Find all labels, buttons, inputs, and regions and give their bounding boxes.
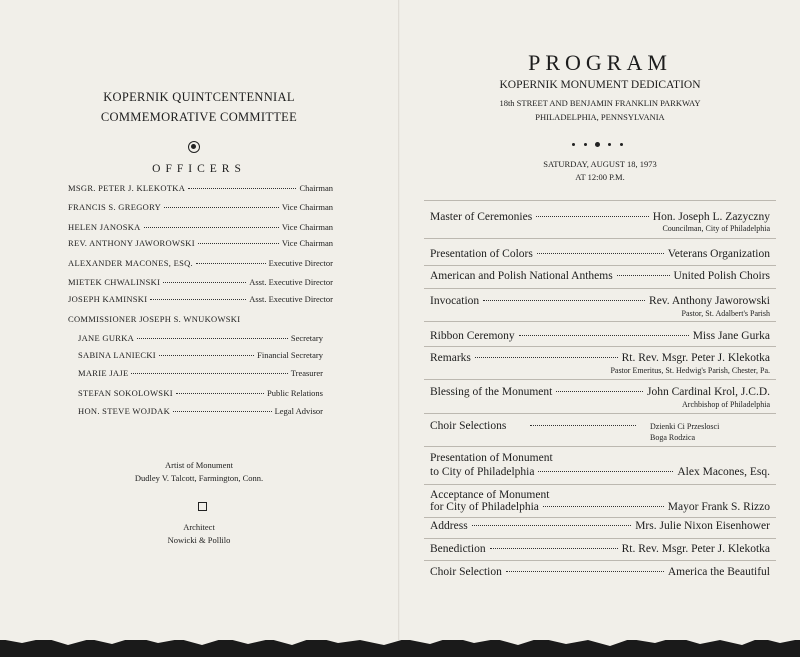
event-city: PHILADELPHIA, PENNSYLVANIA: [535, 112, 665, 122]
choir-titles: [650, 421, 719, 443]
divider: [424, 413, 776, 414]
officer-name: MIETEK CHWALINSKI: [68, 277, 161, 287]
center-fold: [398, 0, 400, 640]
divider: [424, 484, 776, 485]
officer-name: ALEXANDER MACONES, ESQ.: [68, 258, 193, 268]
committee-title-line2: COMMEMORATIVE COMMITTEE: [100, 110, 298, 124]
program-item-value: Rt. Rev. Msgr. Peter J. Klekotka: [621, 352, 770, 364]
choir-title: Dzienki Ci Przeslosci: [650, 422, 720, 431]
program-title: PROGRAM: [528, 50, 672, 75]
program-item-label: Presentation of Monument: [430, 452, 553, 464]
program-item-label: Master of Ceremonies: [430, 211, 533, 223]
officer-row: [68, 183, 333, 199]
officer-title: Asst. Executive Director: [249, 294, 333, 304]
divider: [424, 379, 776, 380]
officer-row: [68, 202, 333, 218]
staff-name: HON. STEVE WOJDAK: [78, 406, 171, 416]
staff-row: [78, 388, 323, 404]
divider: [424, 560, 776, 561]
officer-row: [68, 238, 333, 254]
artist-label: Artist of Monument: [165, 460, 233, 470]
program-item-value: America the Beautiful: [667, 566, 770, 578]
commissioner-name: COMMISSIONER JOSEPH S. WNUKOWSKI: [68, 314, 241, 324]
program-item: [430, 420, 640, 432]
divider: [424, 538, 776, 539]
divider: [424, 517, 776, 518]
divider: [424, 288, 776, 289]
program-item: [430, 566, 770, 578]
committee-title-line1: KOPERNIK QUINTCENTENNIAL: [103, 90, 295, 104]
program-item-label: Acceptance of Monument: [430, 489, 550, 501]
program-item: [430, 386, 770, 398]
program-item-label: Ribbon Ceremony: [430, 330, 515, 342]
staff-row: [78, 406, 323, 422]
staff-title: Financial Secretary: [257, 350, 323, 360]
program-item: [430, 270, 770, 282]
program-item-label: Invocation: [430, 295, 480, 307]
architect-label: Architect: [183, 522, 215, 532]
officer-title: Vice Chairman: [281, 238, 333, 248]
artist-name: Dudley V. Talcott, Farmington, Conn.: [134, 473, 264, 483]
staff-row: [78, 368, 323, 384]
program-item-label: to City of Philadelphia: [430, 466, 535, 478]
program-item: [430, 211, 770, 223]
program-item-value: Alex Macones, Esq.: [677, 466, 770, 478]
program-item-label: Benediction: [430, 543, 486, 555]
officer-name: HELEN JANOSKA: [68, 222, 141, 232]
staff-row: [78, 350, 323, 366]
divider: [424, 200, 776, 201]
officer-row: [68, 277, 333, 293]
staff-name: SABINA LANIECKI: [78, 350, 156, 360]
program-item-label: Presentation of Colors: [430, 248, 533, 260]
officer-name: REV. ANTHONY JAWOROWSKI: [68, 238, 195, 248]
program-item-value: Rev. Anthony Jaworowski: [649, 295, 770, 307]
torn-paper-edge: [0, 627, 800, 657]
program-item-value: Mrs. Julie Nixon Eisenhower: [635, 520, 770, 532]
event-time: AT 12:00 P.M.: [575, 172, 625, 182]
program-item-subtitle: Archbishop of Philadelphia: [682, 400, 770, 409]
program-item-subtitle: Pastor, St. Adalbert's Parish: [681, 309, 770, 318]
program-item-value: Rt. Rev. Msgr. Peter J. Klekotka: [621, 543, 770, 555]
officer-name: MSGR. PETER J. KLEKOTKA: [68, 183, 186, 193]
program-item: [430, 520, 770, 532]
bullseye-ornament-icon: [188, 141, 200, 153]
divider: [424, 446, 776, 447]
officer-title: Vice Chairman: [281, 202, 333, 212]
program-item: [430, 501, 770, 513]
program-item: [430, 330, 770, 342]
officer-row: [68, 258, 333, 274]
divider: [424, 265, 776, 266]
architect-name: Nowicki & Pollilo: [167, 535, 231, 545]
program-item-value: United Polish Choirs: [673, 270, 770, 282]
staff-row: [78, 333, 323, 349]
program-item-subtitle: Councilman, City of Philadelphia: [662, 224, 770, 233]
officer-title: Executive Director: [268, 258, 333, 268]
program-item: [430, 543, 770, 555]
program-item-value: Miss Jane Gurka: [692, 330, 770, 342]
program-item: [430, 466, 770, 478]
choir-title: Boga Rodzica: [650, 433, 696, 442]
program-item-label: for City of Philadelphia: [430, 501, 539, 513]
divider: [424, 346, 776, 347]
event-title: KOPERNIK MONUMENT DEDICATION: [499, 79, 701, 91]
program-item: [430, 352, 770, 364]
officer-title: Asst. Executive Director: [249, 277, 333, 287]
staff-title: Secretary: [290, 333, 323, 343]
officer-row: [68, 222, 333, 238]
program-item-value: Hon. Joseph L. Zazyczny: [652, 211, 770, 223]
staff-title: Treasurer: [290, 368, 323, 378]
officer-title: Chairman: [299, 183, 333, 193]
program-item-label: Choir Selections: [430, 420, 507, 432]
dots-ornament-icon: [572, 141, 632, 149]
officer-title: Vice Chairman: [281, 222, 333, 232]
program-item: [430, 248, 770, 260]
officer-row: [68, 294, 333, 310]
program-item-label: Remarks: [430, 352, 471, 364]
program-item-value: Veterans Organization: [667, 248, 770, 260]
officer-name: JOSEPH KAMINSKI: [68, 294, 148, 304]
divider: [424, 321, 776, 322]
staff-name: JANE GURKA: [78, 333, 135, 343]
staff-name: MARIE JAJE: [78, 368, 129, 378]
officers-heading: OFFICERS: [152, 163, 246, 175]
program-item: [430, 295, 770, 307]
staff-name: STEFAN SOKOLOWSKI: [78, 388, 173, 398]
program-item-value: Mayor Frank S. Rizzo: [667, 501, 770, 513]
staff-title: Legal Advisor: [274, 406, 323, 416]
staff-title: Public Relations: [267, 388, 323, 398]
officer-name: FRANCIS S. GREGORY: [68, 202, 162, 212]
program-item-label: Blessing of the Monument: [430, 386, 553, 398]
square-ornament-icon: [198, 502, 207, 511]
program-item-label: Address: [430, 520, 468, 532]
event-date: SATURDAY, AUGUST 18, 1973: [543, 159, 657, 169]
program-item-label: American and Polish National Anthems: [430, 270, 613, 282]
event-address: 18th STREET AND BENJAMIN FRANKLIN PARKWAY: [499, 98, 701, 108]
program-item-subtitle: Pastor Emeritus, St. Hedwig's Parish, Chester, Pa.: [610, 366, 770, 375]
divider: [424, 238, 776, 239]
program-item-value: John Cardinal Krol, J.C.D.: [647, 386, 770, 398]
program-item-label: Choir Selection: [430, 566, 502, 578]
